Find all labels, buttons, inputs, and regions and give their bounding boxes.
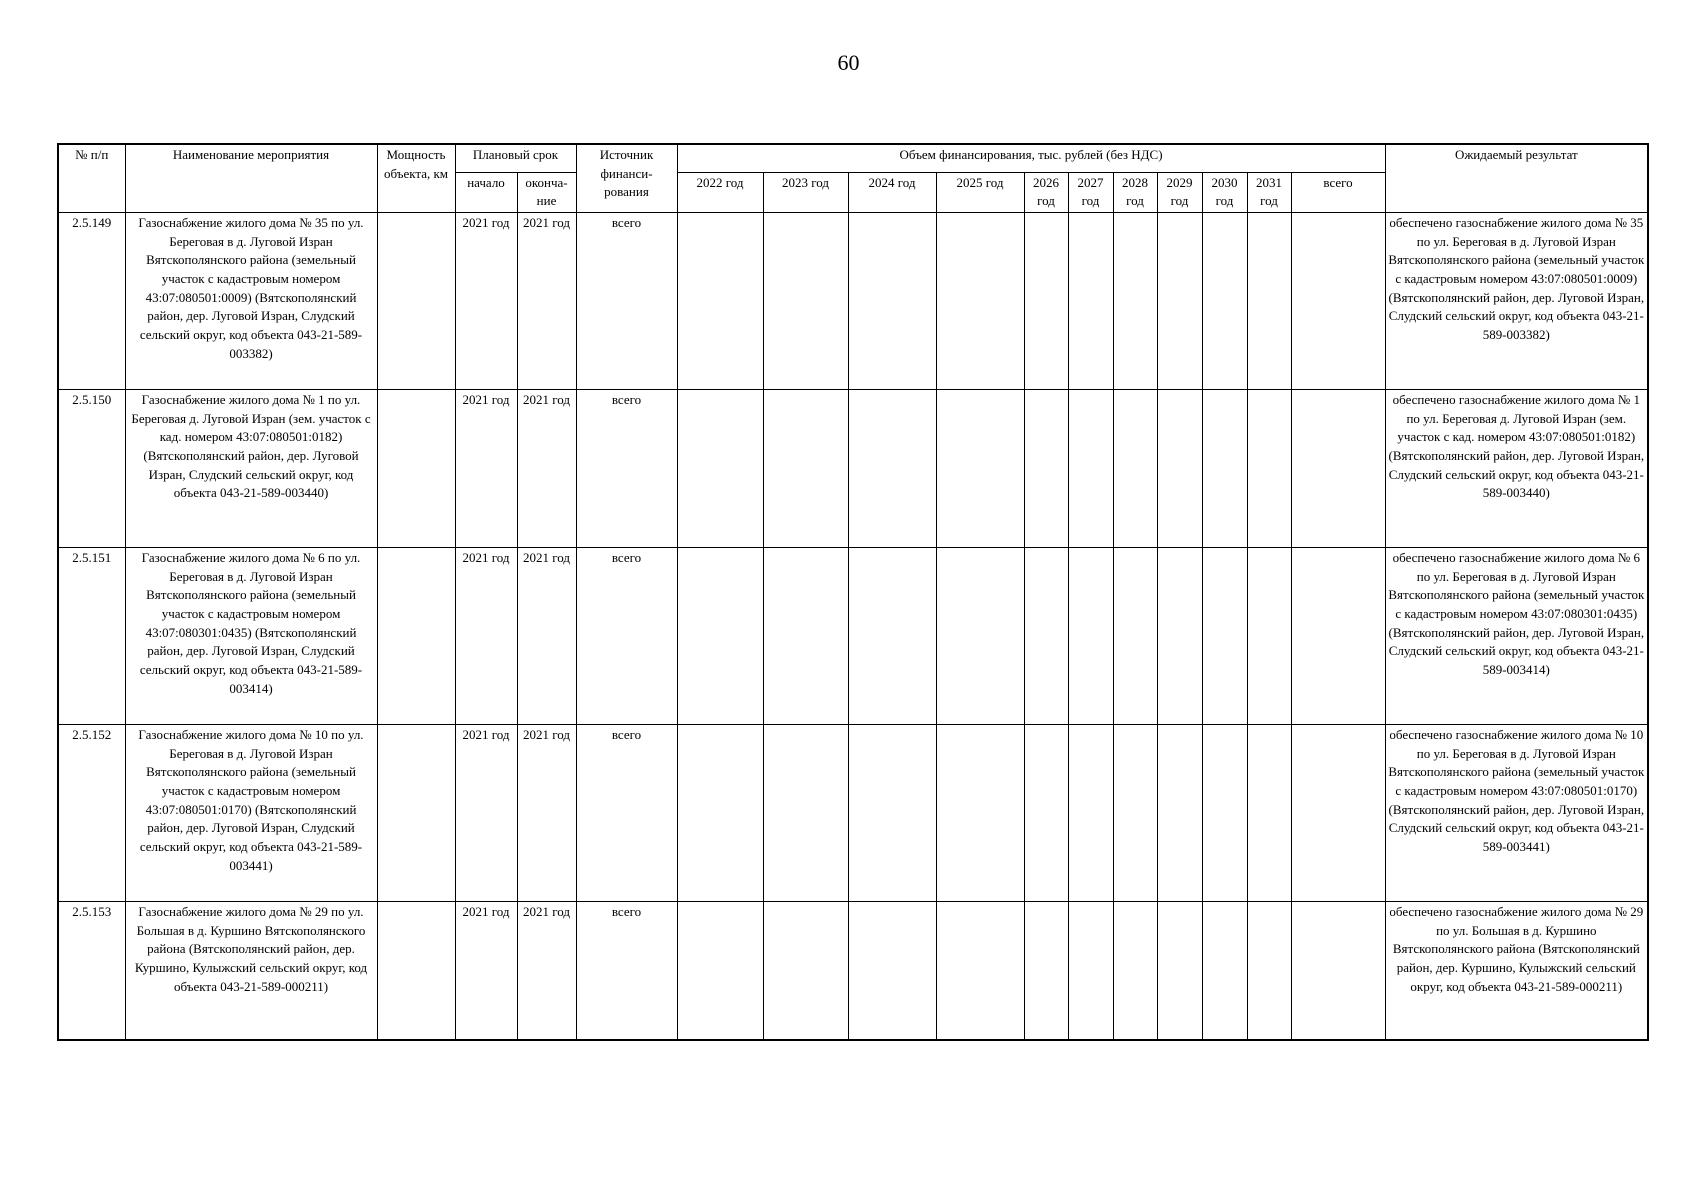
row-result: обеспечено газоснабжение жилого дома № 6 по ул. Береговая в д. Луговой Изран Вятскополянского района (земельный участок с кадастровым номером 43:07:080301:0435) (Вятскополянский район, дер. Луговой Изран, Слудский сельский округ, код объекта 043-21-589-003414) — [1385, 547, 1648, 724]
header-year: 2025 год — [936, 172, 1024, 212]
row-source: всего — [576, 389, 677, 547]
row-year-value — [1157, 547, 1202, 724]
row-result: обеспечено газоснабжение жилого дома № 10 по ул. Береговая в д. Луговой Изран Вятскополянского района (земельный участок с кадастровым номером 43:07:080501:0170) (Вятскополянский район, дер. Луговой Изран, Слудский сельский округ, код объекта 043-21-589-003441) — [1385, 724, 1648, 901]
row-capacity — [377, 547, 455, 724]
row-year-value — [936, 724, 1024, 901]
row-end: 2021 год — [517, 724, 576, 901]
header-total: всего — [1291, 172, 1385, 212]
row-year-value — [1202, 901, 1247, 1040]
row-year-value — [936, 547, 1024, 724]
row-year-value — [1024, 724, 1068, 901]
row-year-value — [1247, 901, 1291, 1040]
row-year-value — [1113, 901, 1157, 1040]
row-year-value — [1157, 389, 1202, 547]
row-year-value — [1247, 212, 1291, 389]
row-year-value — [1068, 547, 1113, 724]
header-year: 2023 год — [763, 172, 848, 212]
row-year-value — [936, 901, 1024, 1040]
row-name: Газоснабжение жилого дома № 6 по ул. Береговая в д. Луговой Изран Вятскополянского района (земельный участок с кадастровым номером 43:07:080301:0435) (Вятскополянский район, дер. Луговой Изран, Слудский сельский округ, код объекта 043-21-589-003414) — [125, 547, 377, 724]
row-num: 2.5.152 — [58, 724, 125, 901]
row-year-value — [1202, 724, 1247, 901]
row-year-value — [1247, 389, 1291, 547]
row-year-value — [1157, 212, 1202, 389]
header-capacity: Мощность объекта, км — [377, 144, 455, 212]
row-year-value — [1157, 901, 1202, 1040]
row-year-value — [1113, 212, 1157, 389]
row-year-value — [763, 901, 848, 1040]
row-capacity — [377, 901, 455, 1040]
header-term-start: начало — [455, 172, 517, 212]
row-year-value — [1113, 389, 1157, 547]
row-result: обеспечено газоснабжение жилого дома № 35 по ул. Береговая в д. Луговой Изран Вятскополянского района (земельный участок с кадастровым номером 43:07:080501:0009) (Вятскополянский район, дер. Луговой Изран, Слудский сельский округ, код объекта 043-21-589-003382) — [1385, 212, 1648, 389]
row-year-value — [1024, 547, 1068, 724]
funding-table — [57, 143, 1649, 1041]
header-term-end: оконча-ние — [517, 172, 576, 212]
row-start: 2021 год — [455, 547, 517, 724]
header-year: 2022 год — [677, 172, 763, 212]
row-year-value — [1202, 389, 1247, 547]
row-year-value — [1068, 901, 1113, 1040]
row-year-value — [1068, 212, 1113, 389]
row-year-value — [1202, 212, 1247, 389]
row-year-value — [1202, 547, 1247, 724]
row-num: 2.5.150 — [58, 389, 125, 547]
row-year-value — [677, 212, 763, 389]
row-end: 2021 год — [517, 212, 576, 389]
row-source: всего — [576, 212, 677, 389]
row-result: обеспечено газоснабжение жилого дома № 1 по ул. Береговая д. Луговой Изран (зем. участок с кад. номером 43:07:080501:0182) (Вятскополянский район, дер. Луговой Изран, Слудский сельский округ, код объекта 043-21-589-003440) — [1385, 389, 1648, 547]
row-year-value — [1024, 212, 1068, 389]
row-year-value — [848, 901, 936, 1040]
row-year-value — [1113, 724, 1157, 901]
row-start: 2021 год — [455, 724, 517, 901]
header-year: 2029 год — [1157, 172, 1202, 212]
row-start: 2021 год — [455, 212, 517, 389]
row-total — [1291, 901, 1385, 1040]
row-year-value — [677, 547, 763, 724]
row-end: 2021 год — [517, 901, 576, 1040]
row-year-value — [848, 389, 936, 547]
page-number: 60 — [837, 50, 860, 75]
table-row — [58, 724, 1648, 901]
row-year-value — [848, 724, 936, 901]
row-name: Газоснабжение жилого дома № 29 по ул. Большая в д. Куршино Вятскополянского района (Вятскополянский район, дер. Куршино, Кулыжский сельский округ, код объекта 043-21-589-000211) — [125, 901, 377, 1040]
row-end: 2021 год — [517, 389, 576, 547]
row-year-value — [1068, 389, 1113, 547]
row-source: всего — [576, 547, 677, 724]
table-row — [58, 901, 1648, 1040]
row-total — [1291, 389, 1385, 547]
row-source: всего — [576, 901, 677, 1040]
row-name: Газоснабжение жилого дома № 1 по ул. Береговая д. Луговой Изран (зем. участок с кад. номером 43:07:080501:0182) (Вятскополянский район, дер. Луговой Изран, Слудский сельский округ, код объекта 043-21-589-003440) — [125, 389, 377, 547]
table-row — [58, 389, 1648, 547]
row-year-value — [1247, 724, 1291, 901]
row-source: всего — [576, 724, 677, 901]
row-year-value — [1068, 724, 1113, 901]
row-num: 2.5.149 — [58, 212, 125, 389]
row-year-value — [1024, 901, 1068, 1040]
row-num: 2.5.153 — [58, 901, 125, 1040]
header-source: Источник финанси-рования — [576, 144, 677, 212]
row-result: обеспечено газоснабжение жилого дома № 29 по ул. Большая в д. Куршино Вятскополянского района (Вятскополянский район, дер. Куршино, Кулыжский сельский округ, код объекта 043-21-589-000211) — [1385, 901, 1648, 1040]
row-end: 2021 год — [517, 547, 576, 724]
row-year-value — [1024, 389, 1068, 547]
row-year-value — [936, 389, 1024, 547]
row-total — [1291, 724, 1385, 901]
row-name: Газоснабжение жилого дома № 35 по ул. Береговая в д. Луговой Изран Вятскополянского района (земельный участок с кадастровым номером 43:07:080501:0009) (Вятскополянский район, дер. Луговой Изран, Слудский сельский округ, код объекта 043-21-589-003382) — [125, 212, 377, 389]
row-year-value — [1247, 547, 1291, 724]
row-name: Газоснабжение жилого дома № 10 по ул. Береговая в д. Луговой Изран Вятскополянского района (земельный участок с кадастровым номером 43:07:080501:0170) (Вятскополянский район, дер. Луговой Изран, Слудский сельский округ, код объекта 043-21-589-003441) — [125, 724, 377, 901]
row-year-value — [1113, 547, 1157, 724]
header-year: 2028 год — [1113, 172, 1157, 212]
row-year-value — [763, 547, 848, 724]
header-term: Плановый срок — [455, 144, 576, 172]
row-start: 2021 год — [455, 901, 517, 1040]
row-capacity — [377, 724, 455, 901]
row-year-value — [677, 724, 763, 901]
table-row — [58, 212, 1648, 389]
header-year: 2031 год — [1247, 172, 1291, 212]
row-start: 2021 год — [455, 389, 517, 547]
row-capacity — [377, 212, 455, 389]
row-year-value — [848, 547, 936, 724]
table-row — [58, 547, 1648, 724]
table-body — [58, 212, 1648, 1040]
header-funding: Объем финансирования, тыс. рублей (без НДС) — [677, 144, 1385, 172]
row-year-value — [763, 724, 848, 901]
row-total — [1291, 547, 1385, 724]
row-total — [1291, 212, 1385, 389]
row-year-value — [763, 389, 848, 547]
row-year-value — [763, 212, 848, 389]
header-name: Наименование мероприятия — [125, 144, 377, 212]
row-year-value — [848, 212, 936, 389]
row-year-value — [936, 212, 1024, 389]
header-year: 2027 год — [1068, 172, 1113, 212]
row-capacity — [377, 389, 455, 547]
row-year-value — [677, 389, 763, 547]
header-year: 2030 год — [1202, 172, 1247, 212]
header-result: Ожидаемый результат — [1385, 144, 1648, 212]
row-num: 2.5.151 — [58, 547, 125, 724]
table-header — [58, 144, 1648, 212]
row-year-value — [677, 901, 763, 1040]
header-num: № п/п — [58, 144, 125, 212]
row-year-value — [1157, 724, 1202, 901]
header-year: 2026 год — [1024, 172, 1068, 212]
header-year: 2024 год — [848, 172, 936, 212]
